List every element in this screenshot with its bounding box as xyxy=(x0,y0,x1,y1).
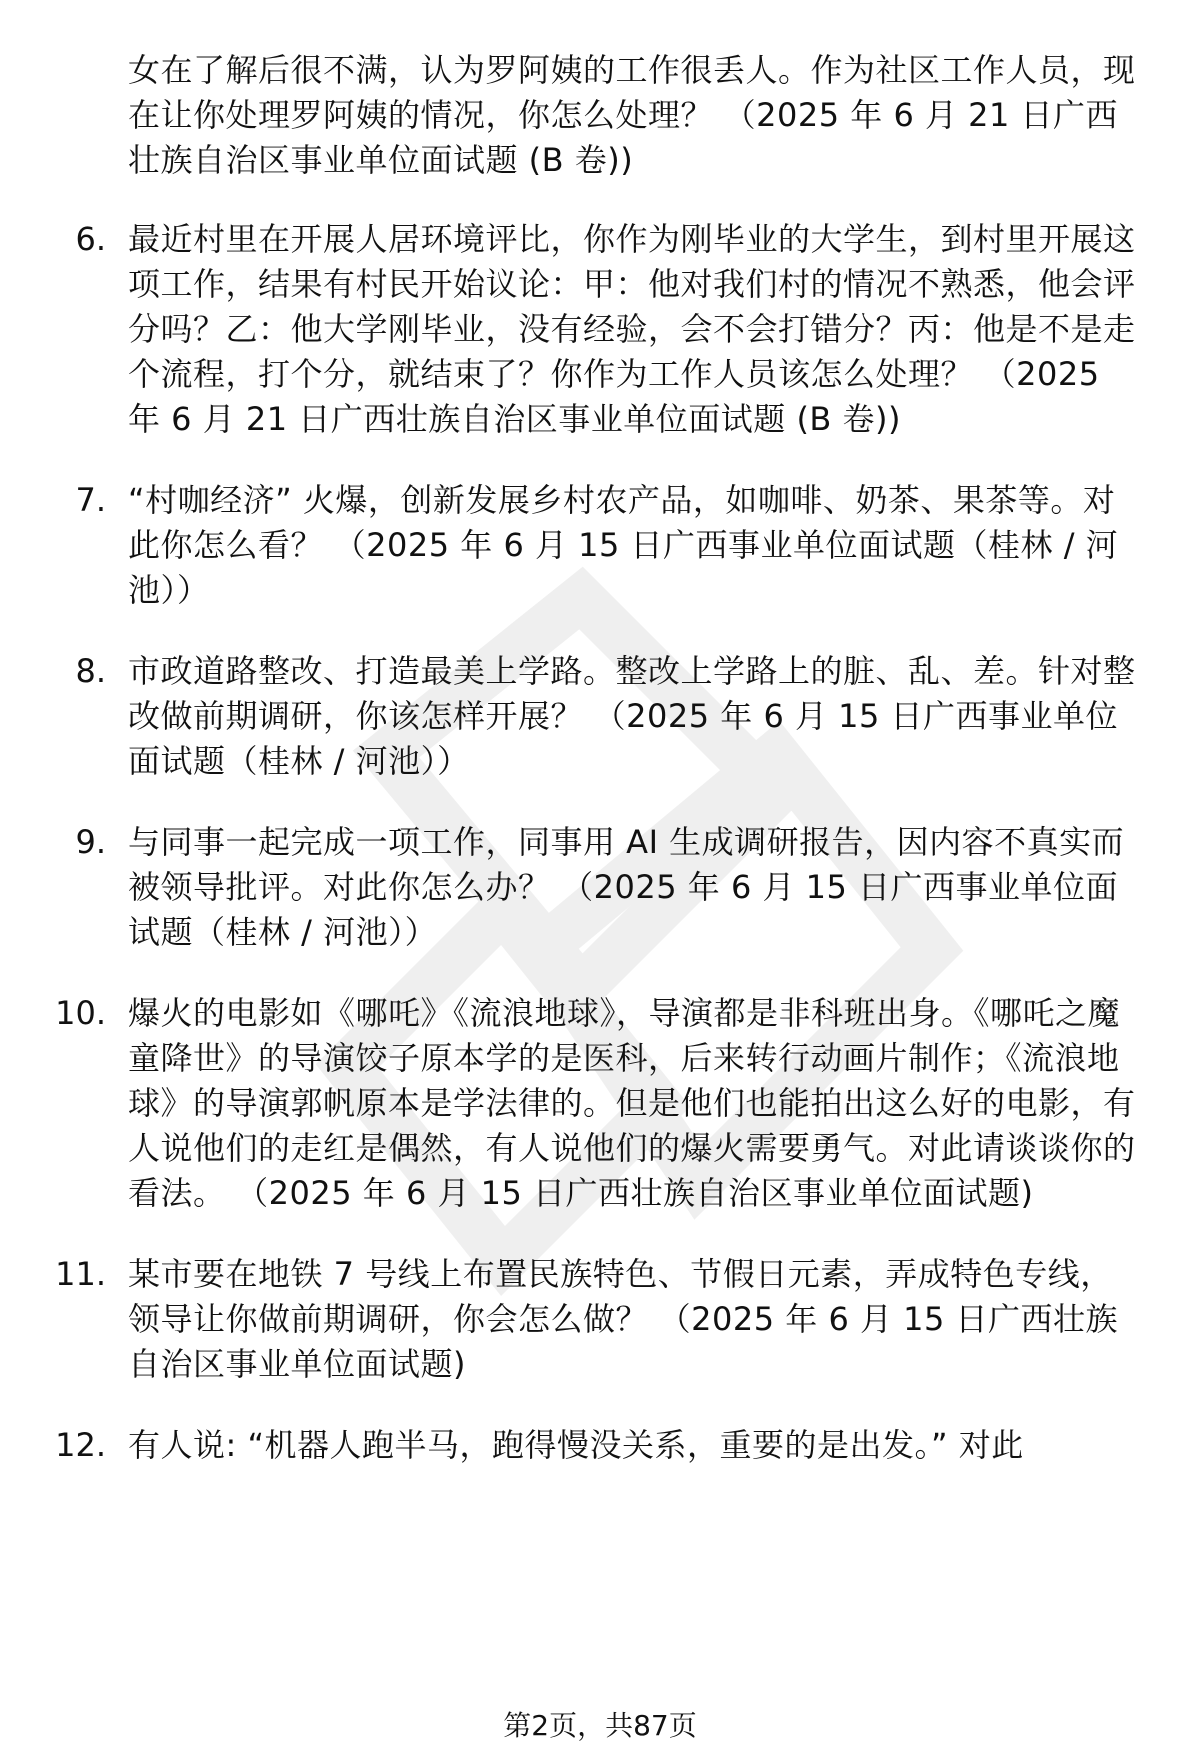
item-number: 11. xyxy=(55,1255,106,1293)
item-text: 爆火的电影如《哪吒》《流浪地球》，导演都是非科班出身。《哪吒之魔童降世》的导演饺子原本学的是医科，后来转行动画片制作；《流浪地球》的导演郭帆原本是学法律的。但是他们也能拍出这么好的电影，有人说他们的走红是偶然，有人说他们的爆火需要勇气。对此请谈谈你的看法。 （2025 年 6 月 15 日广西壮族自治区事业单位面试题) xyxy=(128,994,1136,1212)
item-number: 10. xyxy=(55,994,106,1032)
question-list xyxy=(0,48,1200,1504)
list-item xyxy=(0,48,1200,183)
item-number: 7. xyxy=(75,481,106,519)
list-item xyxy=(0,820,1200,955)
page-number-footer: 第2页，共87页 xyxy=(503,1709,697,1742)
item-text: 有人说: “机器人跑半马，跑得慢没关系，重要的是出发。” 对此 xyxy=(128,1426,1024,1464)
item-number: 8. xyxy=(75,652,106,690)
item-text: 女在了解后很不满，认为罗阿姨的工作很丢人。作为社区工作人员，现在让你处理罗阿姨的情况，你怎么处理？ （2025 年 6 月 21 日广西壮族自治区事业单位面试题 (B 卷)) xyxy=(128,51,1136,179)
list-item xyxy=(0,1423,1200,1468)
item-text: 与同事一起完成一项工作，同事用 AI 生成调研报告，因内容不真实而被领导批评。对此你怎么办？ （2025 年 6 月 15 日广西事业单位面试题（桂林 / 河池）） xyxy=(128,823,1125,951)
list-item xyxy=(0,991,1200,1216)
list-item xyxy=(0,478,1200,613)
item-number: 9. xyxy=(75,823,106,861)
list-item xyxy=(0,217,1200,442)
list-item xyxy=(0,1252,1200,1387)
item-text: 某市要在地铁 7 号线上布置民族特色、节假日元素，弄成特色专线，领导让你做前期调研，你会怎么做？ （2025 年 6 月 15 日广西壮族自治区事业单位面试题) xyxy=(128,1255,1119,1383)
item-text: “村咖经济” 火爆，创新发展乡村农产品，如咖啡、奶茶、果茶等。对此你怎么看？ （2025 年 6 月 15 日广西事业单位面试题（桂林 / 河池）） xyxy=(128,481,1119,609)
list-item xyxy=(0,649,1200,784)
item-number: 6. xyxy=(75,220,106,258)
item-text: 最近村里在开展人居环境评比，你作为刚毕业的大学生，到村里开展这项工作，结果有村民开始议论：甲：他对我们村的情况不熟悉，他会评分吗？乙：他大学刚毕业，没有经验，会不会打错分？丙：他是不是走个流程，打个分，就结束了？你作为工作人员该怎么处理？ （2025 年 6 月 21 日广西壮族自治区事业单位面试题 (B 卷)) xyxy=(128,220,1136,438)
item-text: 市政道路整改、打造最美上学路。整改上学路上的脏、乱、差。针对整改做前期调研，你该怎样开展？ （2025 年 6 月 15 日广西事业单位面试题（桂林 / 河池）） xyxy=(128,652,1136,780)
item-number: 12. xyxy=(55,1426,106,1464)
